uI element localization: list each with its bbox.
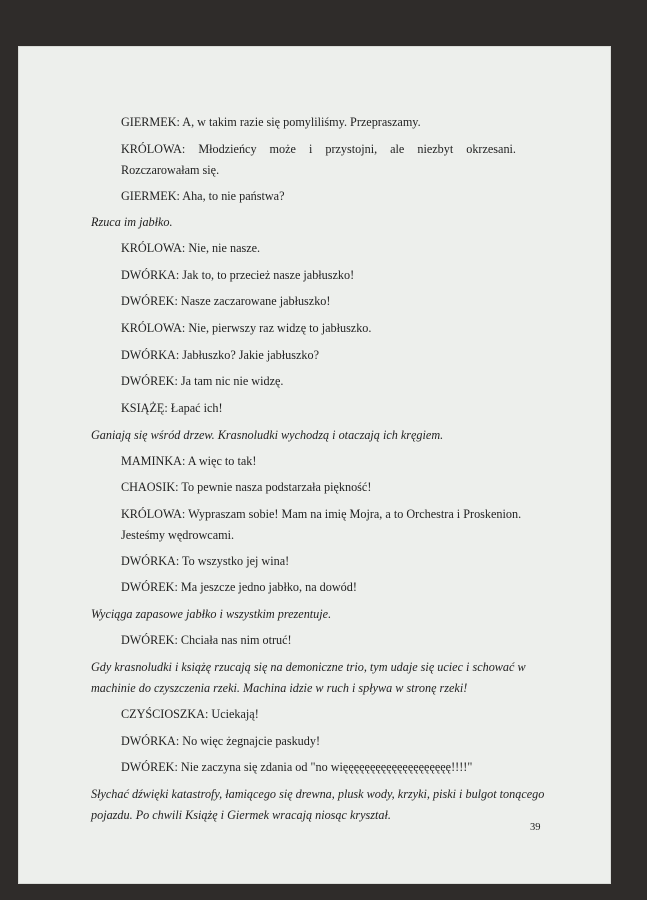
page-number: 39 (530, 822, 541, 833)
stage-direction: Rzuca im jabłko. (91, 215, 173, 229)
dialogue-line-justified (121, 142, 516, 156)
dialogue-line: MAMINKA: A więc to tak! (121, 454, 257, 468)
stage-direction: Słychać dźwięki katastrofy, łamiącego się drewna, plusk wody, krzyki, piski i bulgot tonącego (91, 787, 545, 801)
dialogue-line: DWÓREK: Chciała nas nim otruć! (121, 633, 292, 647)
dialogue-line: KSIĄŻĘ: Łapać ich! (121, 401, 223, 415)
word: przystojni, (325, 142, 378, 156)
word: KRÓLOWA: (121, 142, 186, 156)
dialogue-line: KRÓLOWA: Nie, nie nasze. (121, 241, 261, 255)
dialogue-line: DWÓREK: Ma jeszcze jedno jabłko, na dowód! (121, 580, 357, 594)
dialogue-line: DWÓREK: Nie zaczyna się zdania od "no więęęęęęęęęęęęęęęęęęęę!!!!" (121, 760, 473, 774)
word: ale (390, 142, 405, 156)
dialogue-line: GIERMEK: A, w takim razie się pomyliliśmy. Przepraszamy. (121, 115, 421, 129)
word: Młodzieńcy (198, 142, 257, 156)
dialogue-line: DWÓREK: Nasze zaczarowane jabłuszko! (121, 294, 331, 308)
dialogue-line: DWÓRKA: To wszystko jej wina! (121, 554, 290, 568)
dialogue-line: DWÓRKA: Jak to, to przecież nasze jabłuszko! (121, 268, 355, 282)
stage-direction: Ganiają się wśród drzew. Krasnoludki wychodzą i otaczają ich kręgiem. (91, 428, 444, 442)
stage-direction: pojazdu. Po chwili Książę i Giermek wracają niosąc kryształ. (91, 808, 391, 822)
dialogue-line: DWÓREK: Ja tam nic nie widzę. (121, 374, 284, 388)
document-page (18, 46, 611, 884)
dialogue-line: Jesteśmy wędrowcami. (121, 528, 235, 542)
word: niezbyt (417, 142, 454, 156)
dialogue-line: Rozczarowałam się. (121, 163, 220, 177)
word: okrzesani. (466, 142, 516, 156)
stage-direction: Gdy krasnoludki i książę rzucają się na demoniczne trio, tym udaje się uciec i schować w (91, 660, 526, 674)
stage-direction: Wyciąga zapasowe jabłko i wszystkim prezentuje. (91, 607, 332, 621)
word: i (308, 142, 313, 156)
word: może (269, 142, 296, 156)
dialogue-line: DWÓRKA: No więc żegnajcie paskudy! (121, 734, 320, 748)
dialogue-line: KRÓLOWA: Wypraszam sobie! Mam na imię Mojra, a to Orchestra i Proskenion. (121, 507, 522, 521)
dialogue-line: DWÓRKA: Jabłuszko? Jakie jabłuszko? (121, 348, 319, 362)
dialogue-line: GIERMEK: Aha, to nie państwa? (121, 189, 285, 203)
stage-direction: machinie do czyszczenia rzeki. Machina idzie w ruch i spływa w stronę rzeki! (91, 681, 468, 695)
dialogue-line: KRÓLOWA: Nie, pierwszy raz widzę to jabłuszko. (121, 321, 372, 335)
dialogue-line: CHAOSIK: To pewnie nasza podstarzała piękność! (121, 480, 372, 494)
dialogue-line: CZYŚCIOSZKA: Uciekają! (121, 707, 259, 721)
